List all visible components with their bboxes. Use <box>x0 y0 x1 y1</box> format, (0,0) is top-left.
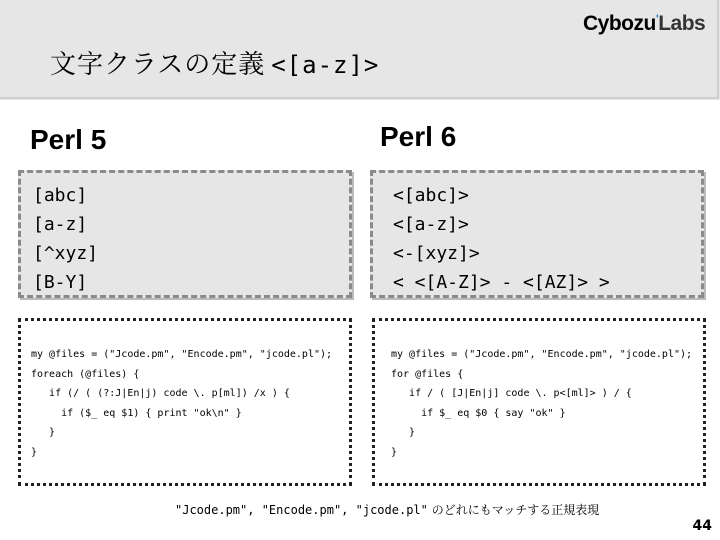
perl6-class-line: < <[A-Z]> - <[AZ]> > <box>393 272 610 293</box>
logo-accent: ' <box>655 12 659 26</box>
perl6-code-line: } <box>391 446 398 458</box>
perl6-code-box <box>372 318 706 486</box>
cybozu-labs-logo <box>583 12 705 36</box>
perl6-class-box <box>370 170 704 298</box>
perl6-code-line: my @files = ("Jcode.pm", "Encode.pm", "jcode.pl"); <box>391 349 693 360</box>
perl5-code-line: my @files = ("Jcode.pm", "Encode.pm", "jcode.pl"); <box>31 349 333 360</box>
logo-labs: Labs <box>658 12 706 35</box>
footer-note <box>175 501 599 518</box>
footer-note-code: "Jcode.pm", "Encode.pm", "jcode.pl" <box>175 503 428 517</box>
perl5-code-line: } <box>31 427 56 438</box>
perl5-code-line: } <box>31 446 38 458</box>
perl6-code-line: } <box>391 427 416 438</box>
perl5-code-line: if (/ ( (?:J|En|j) code \. p[ml]) /x ) { <box>31 388 290 399</box>
logo-main: Cybozu <box>583 12 656 35</box>
perl6-heading: Perl 6 <box>380 121 457 152</box>
perl6-code-line: if $_ eq $0 { say "ok" } <box>391 407 566 419</box>
perl5-code-line: if ($_ eq $1) { print "ok\n" } <box>31 407 242 419</box>
perl6-class-line: <-[xyz]> <box>393 243 480 264</box>
perl6-class-line: <[abc]> <box>393 185 469 206</box>
perl6-code-line: for @files { <box>391 368 464 380</box>
perl5-class-line: [^xyz] <box>33 243 99 264</box>
page-number: 44 <box>692 518 712 534</box>
slide-title <box>50 44 379 81</box>
perl5-class-line: [abc] <box>33 185 88 206</box>
perl5-heading: Perl 5 <box>30 124 107 155</box>
perl5-class-line: [a-z] <box>33 214 88 235</box>
footer-note-text: のどれにもマッチする正規表現 <box>427 503 600 517</box>
perl6-class-line: <[a-z]> <box>393 214 469 235</box>
perl5-code-line: foreach (@files) { <box>31 368 140 380</box>
perl5-code-box <box>18 318 352 486</box>
perl5-class-box <box>18 170 352 298</box>
perl5-class-line: [B-Y] <box>33 272 88 293</box>
title-code: <[a-z]> <box>271 51 380 79</box>
perl6-code-line: if / ( [J|En|j] code \. p<[ml]> ) / { <box>391 388 632 399</box>
title-text: 文字クラスの定義 <box>50 50 266 80</box>
